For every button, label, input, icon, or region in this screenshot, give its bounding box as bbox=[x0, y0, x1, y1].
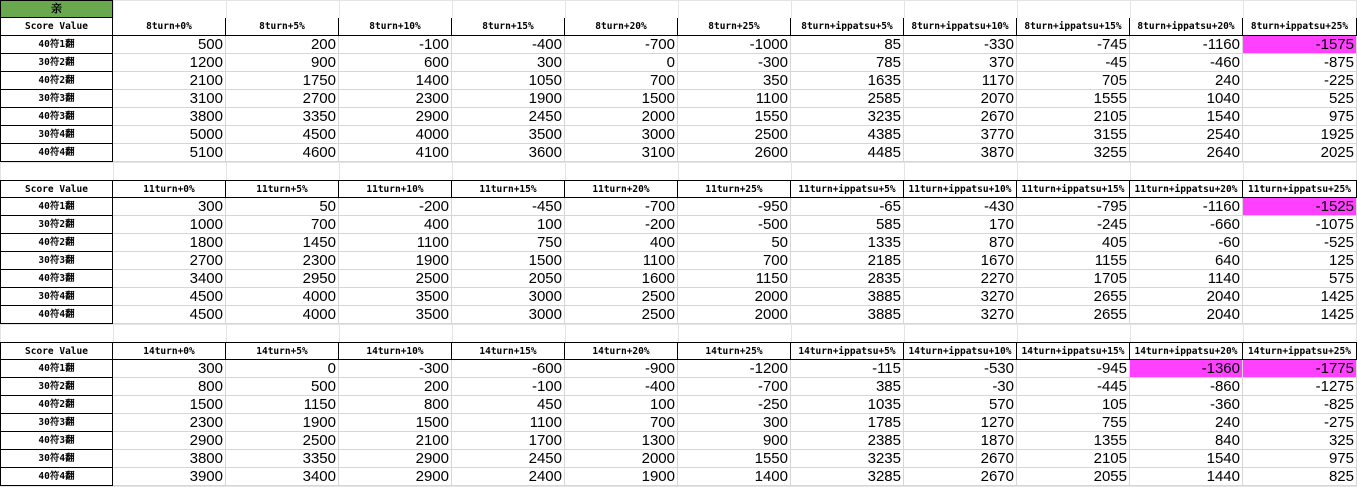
value-cell[interactable]: 1900 bbox=[226, 414, 339, 432]
column-header[interactable]: 8turn+15% bbox=[452, 18, 565, 36]
value-cell[interactable]: 1140 bbox=[1130, 270, 1243, 288]
value-cell[interactable]: -430 bbox=[904, 198, 1017, 216]
value-cell[interactable]: 450 bbox=[452, 396, 565, 414]
value-cell[interactable]: 200 bbox=[339, 378, 452, 396]
value-cell[interactable]: 300 bbox=[452, 54, 565, 72]
value-cell[interactable]: 100 bbox=[452, 216, 565, 234]
value-cell[interactable]: 4500 bbox=[226, 126, 339, 144]
value-cell[interactable]: 50 bbox=[678, 234, 791, 252]
value-cell[interactable]: 2055 bbox=[1017, 468, 1130, 486]
row-label[interactable]: 30符2翻 bbox=[0, 216, 113, 234]
value-cell[interactable]: 2450 bbox=[452, 108, 565, 126]
value-cell[interactable]: 1670 bbox=[904, 252, 1017, 270]
value-cell[interactable]: -700 bbox=[678, 378, 791, 396]
row-label[interactable]: 30符3翻 bbox=[0, 414, 113, 432]
value-cell[interactable]: 1425 bbox=[1243, 306, 1357, 324]
value-cell[interactable]: 1440 bbox=[1130, 468, 1243, 486]
value-cell[interactable]: 325 bbox=[1243, 432, 1357, 450]
value-cell[interactable]: 385 bbox=[791, 378, 904, 396]
column-header[interactable]: 14turn+0% bbox=[113, 342, 226, 360]
value-cell[interactable]: 640 bbox=[1130, 252, 1243, 270]
value-cell[interactable]: 405 bbox=[1017, 234, 1130, 252]
value-cell[interactable]: -45 bbox=[1017, 54, 1130, 72]
value-cell[interactable]: 3770 bbox=[904, 126, 1017, 144]
value-cell[interactable]: 2900 bbox=[339, 468, 452, 486]
column-header[interactable]: 11turn+ippatsu+5% bbox=[791, 180, 904, 198]
value-cell[interactable]: 1785 bbox=[791, 414, 904, 432]
value-cell[interactable]: -530 bbox=[904, 360, 1017, 378]
value-cell[interactable]: 3000 bbox=[452, 288, 565, 306]
column-header[interactable]: 8turn+ippatsu+5% bbox=[791, 18, 904, 36]
column-header[interactable]: 11turn+ippatsu+25% bbox=[1243, 180, 1357, 198]
value-cell[interactable]: -700 bbox=[565, 36, 678, 54]
value-cell[interactable]: -200 bbox=[339, 198, 452, 216]
value-cell[interactable]: 755 bbox=[1017, 414, 1130, 432]
row-label[interactable]: 40符4翻 bbox=[0, 306, 113, 324]
value-cell[interactable]: 1900 bbox=[452, 90, 565, 108]
value-cell[interactable]: 4000 bbox=[226, 306, 339, 324]
value-cell[interactable]: -860 bbox=[1130, 378, 1243, 396]
value-cell[interactable]: 3885 bbox=[791, 288, 904, 306]
value-cell[interactable]: 3500 bbox=[339, 306, 452, 324]
value-cell[interactable]: 1555 bbox=[1017, 90, 1130, 108]
value-cell[interactable]: -500 bbox=[678, 216, 791, 234]
value-cell[interactable]: 2300 bbox=[113, 414, 226, 432]
corner-header[interactable]: Score Value bbox=[0, 180, 113, 198]
row-label[interactable]: 40符4翻 bbox=[0, 144, 113, 162]
column-header[interactable]: 8turn+ippatsu+20% bbox=[1130, 18, 1243, 36]
value-cell[interactable]: 400 bbox=[339, 216, 452, 234]
column-header[interactable]: 14turn+20% bbox=[565, 342, 678, 360]
value-cell[interactable]: 200 bbox=[226, 36, 339, 54]
column-header[interactable]: 11turn+0% bbox=[113, 180, 226, 198]
value-cell[interactable]: 2500 bbox=[226, 432, 339, 450]
value-cell[interactable]: 0 bbox=[226, 360, 339, 378]
value-cell[interactable]: 1550 bbox=[678, 108, 791, 126]
row-label[interactable]: 30符4翻 bbox=[0, 126, 113, 144]
value-cell[interactable]: 2000 bbox=[678, 288, 791, 306]
column-header[interactable]: 11turn+25% bbox=[678, 180, 791, 198]
value-cell[interactable]: 1550 bbox=[678, 450, 791, 468]
value-cell[interactable]: 400 bbox=[565, 234, 678, 252]
value-cell[interactable]: 840 bbox=[1130, 432, 1243, 450]
row-label[interactable]: 30符4翻 bbox=[0, 288, 113, 306]
score-table-3 bbox=[0, 342, 1357, 486]
value-cell[interactable]: 4600 bbox=[226, 144, 339, 162]
column-header[interactable]: 11turn+10% bbox=[339, 180, 452, 198]
row-label[interactable]: 40符1翻 bbox=[0, 360, 113, 378]
value-cell[interactable]: -65 bbox=[791, 198, 904, 216]
value-cell[interactable]: 4000 bbox=[226, 288, 339, 306]
row-label[interactable]: 40符3翻 bbox=[0, 270, 113, 288]
row-label[interactable]: 40符1翻 bbox=[0, 198, 113, 216]
value-cell[interactable]: 1870 bbox=[904, 432, 1017, 450]
value-cell[interactable]: 3235 bbox=[791, 108, 904, 126]
value-cell[interactable]: 1500 bbox=[565, 90, 678, 108]
value-cell[interactable]: 2300 bbox=[226, 252, 339, 270]
value-cell[interactable]: 3400 bbox=[226, 468, 339, 486]
value-cell[interactable]: 1900 bbox=[565, 468, 678, 486]
value-cell[interactable]: 750 bbox=[452, 234, 565, 252]
value-cell[interactable]: 3500 bbox=[452, 126, 565, 144]
value-cell[interactable]: -1775 bbox=[1243, 360, 1357, 378]
value-cell[interactable]: 785 bbox=[791, 54, 904, 72]
value-cell[interactable]: 2700 bbox=[226, 90, 339, 108]
value-cell[interactable]: 1170 bbox=[904, 72, 1017, 90]
value-cell[interactable]: -525 bbox=[1243, 234, 1357, 252]
column-header[interactable]: 14turn+ippatsu+25% bbox=[1243, 342, 1357, 360]
value-cell[interactable]: 4500 bbox=[113, 306, 226, 324]
value-cell[interactable]: -300 bbox=[339, 360, 452, 378]
row-label[interactable]: 40符3翻 bbox=[0, 108, 113, 126]
column-header[interactable]: 8turn+20% bbox=[565, 18, 678, 36]
value-cell[interactable]: -225 bbox=[1243, 72, 1357, 90]
value-cell[interactable]: 1400 bbox=[678, 468, 791, 486]
value-cell[interactable]: -1160 bbox=[1130, 198, 1243, 216]
value-cell[interactable]: 825 bbox=[1243, 468, 1357, 486]
value-cell[interactable]: 500 bbox=[113, 36, 226, 54]
value-cell[interactable]: 975 bbox=[1243, 108, 1357, 126]
value-cell[interactable]: 2500 bbox=[565, 288, 678, 306]
value-cell[interactable]: 1540 bbox=[1130, 108, 1243, 126]
value-cell[interactable]: 2900 bbox=[339, 108, 452, 126]
value-cell[interactable]: 2900 bbox=[113, 432, 226, 450]
value-cell[interactable]: 575 bbox=[1243, 270, 1357, 288]
value-cell[interactable]: -1360 bbox=[1130, 360, 1243, 378]
value-cell[interactable]: 1425 bbox=[1243, 288, 1357, 306]
value-cell[interactable]: 3100 bbox=[565, 144, 678, 162]
value-cell[interactable]: 1150 bbox=[678, 270, 791, 288]
value-cell[interactable]: 705 bbox=[1017, 72, 1130, 90]
value-cell[interactable]: 2025 bbox=[1243, 144, 1357, 162]
value-cell[interactable]: 700 bbox=[226, 216, 339, 234]
value-cell[interactable]: 1705 bbox=[1017, 270, 1130, 288]
value-cell[interactable]: -950 bbox=[678, 198, 791, 216]
value-cell[interactable]: 50 bbox=[226, 198, 339, 216]
value-cell[interactable]: 2070 bbox=[904, 90, 1017, 108]
column-header[interactable]: 11turn+5% bbox=[226, 180, 339, 198]
value-cell[interactable]: 2000 bbox=[565, 450, 678, 468]
value-cell[interactable]: 1200 bbox=[113, 54, 226, 72]
value-cell[interactable]: 2670 bbox=[904, 450, 1017, 468]
row-label[interactable]: 30符2翻 bbox=[0, 378, 113, 396]
column-header[interactable]: 8turn+5% bbox=[226, 18, 339, 36]
value-cell[interactable]: 300 bbox=[113, 198, 226, 216]
value-cell[interactable]: 2640 bbox=[1130, 144, 1243, 162]
value-cell[interactable]: 2500 bbox=[678, 126, 791, 144]
value-cell[interactable]: -60 bbox=[1130, 234, 1243, 252]
column-header[interactable]: 14turn+ippatsu+5% bbox=[791, 342, 904, 360]
column-header[interactable]: 8turn+10% bbox=[339, 18, 452, 36]
value-cell[interactable]: 170 bbox=[904, 216, 1017, 234]
value-cell[interactable]: 1600 bbox=[565, 270, 678, 288]
value-cell[interactable]: 1050 bbox=[452, 72, 565, 90]
value-cell[interactable]: 2700 bbox=[113, 252, 226, 270]
value-cell[interactable]: 4385 bbox=[791, 126, 904, 144]
value-cell[interactable]: -445 bbox=[1017, 378, 1130, 396]
column-header[interactable]: 8turn+ippatsu+10% bbox=[904, 18, 1017, 36]
value-cell[interactable]: 370 bbox=[904, 54, 1017, 72]
value-cell[interactable]: 4000 bbox=[339, 126, 452, 144]
value-cell[interactable]: 1100 bbox=[452, 414, 565, 432]
value-cell[interactable]: 2105 bbox=[1017, 450, 1130, 468]
column-header[interactable]: 11turn+ippatsu+15% bbox=[1017, 180, 1130, 198]
value-cell[interactable]: 585 bbox=[791, 216, 904, 234]
value-cell[interactable]: -30 bbox=[904, 378, 1017, 396]
value-cell[interactable]: 3255 bbox=[1017, 144, 1130, 162]
value-cell[interactable]: 800 bbox=[113, 378, 226, 396]
corner-header[interactable]: Score Value bbox=[0, 342, 113, 360]
value-cell[interactable]: 2500 bbox=[339, 270, 452, 288]
value-cell[interactable]: 500 bbox=[226, 378, 339, 396]
value-cell[interactable]: 1925 bbox=[1243, 126, 1357, 144]
value-cell[interactable]: -245 bbox=[1017, 216, 1130, 234]
row-label[interactable]: 40符4翻 bbox=[0, 468, 113, 486]
value-cell[interactable]: 1035 bbox=[791, 396, 904, 414]
row-label[interactable]: 40符2翻 bbox=[0, 72, 113, 90]
value-cell[interactable]: 2450 bbox=[452, 450, 565, 468]
value-cell[interactable]: 125 bbox=[1243, 252, 1357, 270]
value-cell[interactable]: 700 bbox=[565, 414, 678, 432]
value-cell[interactable]: 105 bbox=[1017, 396, 1130, 414]
value-cell[interactable]: 1540 bbox=[1130, 450, 1243, 468]
value-cell[interactable]: 2900 bbox=[339, 450, 452, 468]
value-cell[interactable]: 3285 bbox=[791, 468, 904, 486]
row-label[interactable]: 30符2翻 bbox=[0, 54, 113, 72]
value-cell[interactable]: 2600 bbox=[678, 144, 791, 162]
value-cell[interactable]: 4500 bbox=[113, 288, 226, 306]
value-cell[interactable]: 2185 bbox=[791, 252, 904, 270]
value-cell[interactable]: 3800 bbox=[113, 108, 226, 126]
value-cell[interactable]: -1275 bbox=[1243, 378, 1357, 396]
value-cell[interactable]: 3800 bbox=[113, 450, 226, 468]
value-cell[interactable]: -360 bbox=[1130, 396, 1243, 414]
value-cell[interactable]: 2500 bbox=[565, 306, 678, 324]
value-cell[interactable]: 2100 bbox=[113, 72, 226, 90]
column-header[interactable]: 11turn+15% bbox=[452, 180, 565, 198]
value-cell[interactable]: -400 bbox=[565, 378, 678, 396]
value-cell[interactable]: 2670 bbox=[904, 468, 1017, 486]
column-header[interactable]: 14turn+ippatsu+20% bbox=[1130, 342, 1243, 360]
value-cell[interactable]: 2100 bbox=[339, 432, 452, 450]
value-cell[interactable]: 2655 bbox=[1017, 288, 1130, 306]
value-cell[interactable]: -460 bbox=[1130, 54, 1243, 72]
value-cell[interactable]: 3885 bbox=[791, 306, 904, 324]
value-cell[interactable]: -100 bbox=[452, 378, 565, 396]
value-cell[interactable]: 85 bbox=[791, 36, 904, 54]
corner-header[interactable]: Score Value bbox=[0, 18, 113, 36]
value-cell[interactable]: 1355 bbox=[1017, 432, 1130, 450]
value-cell[interactable]: 2270 bbox=[904, 270, 1017, 288]
value-cell[interactable]: 1155 bbox=[1017, 252, 1130, 270]
value-cell[interactable]: 3870 bbox=[904, 144, 1017, 162]
value-cell[interactable]: 3500 bbox=[339, 288, 452, 306]
value-cell[interactable]: 1400 bbox=[339, 72, 452, 90]
row-label[interactable]: 40符2翻 bbox=[0, 396, 113, 414]
value-cell[interactable]: 3350 bbox=[226, 108, 339, 126]
value-cell[interactable]: 2655 bbox=[1017, 306, 1130, 324]
value-cell[interactable]: 3000 bbox=[452, 306, 565, 324]
value-cell[interactable]: 1500 bbox=[452, 252, 565, 270]
value-cell[interactable]: -795 bbox=[1017, 198, 1130, 216]
value-cell[interactable]: 2300 bbox=[339, 90, 452, 108]
row-label[interactable]: 40符1翻 bbox=[0, 36, 113, 54]
value-cell[interactable]: 1040 bbox=[1130, 90, 1243, 108]
column-header[interactable]: 14turn+10% bbox=[339, 342, 452, 360]
value-cell[interactable]: -100 bbox=[339, 36, 452, 54]
score-table-1 bbox=[0, 18, 1357, 162]
value-cell[interactable]: 1100 bbox=[565, 252, 678, 270]
value-cell[interactable]: 700 bbox=[678, 252, 791, 270]
row-label[interactable]: 30符3翻 bbox=[0, 90, 113, 108]
value-cell[interactable]: 3100 bbox=[113, 90, 226, 108]
column-header[interactable]: 8turn+25% bbox=[678, 18, 791, 36]
value-cell[interactable]: 240 bbox=[1130, 414, 1243, 432]
value-cell[interactable]: 525 bbox=[1243, 90, 1357, 108]
value-cell[interactable]: 700 bbox=[565, 72, 678, 90]
value-cell[interactable]: 2670 bbox=[904, 108, 1017, 126]
value-cell[interactable]: 0 bbox=[565, 54, 678, 72]
value-cell[interactable]: 2040 bbox=[1130, 288, 1243, 306]
value-cell[interactable]: -1000 bbox=[678, 36, 791, 54]
value-cell[interactable]: 3900 bbox=[113, 468, 226, 486]
value-cell[interactable]: 1500 bbox=[113, 396, 226, 414]
value-cell[interactable]: 1800 bbox=[113, 234, 226, 252]
value-cell[interactable]: 3235 bbox=[791, 450, 904, 468]
value-cell[interactable]: 2385 bbox=[791, 432, 904, 450]
value-cell[interactable]: -1200 bbox=[678, 360, 791, 378]
value-cell[interactable]: 240 bbox=[1130, 72, 1243, 90]
value-cell[interactable]: 3350 bbox=[226, 450, 339, 468]
column-header[interactable]: 14turn+ippatsu+10% bbox=[904, 342, 1017, 360]
score-table-2 bbox=[0, 180, 1357, 324]
value-cell[interactable]: -1160 bbox=[1130, 36, 1243, 54]
value-cell[interactable]: -660 bbox=[1130, 216, 1243, 234]
value-cell[interactable]: -450 bbox=[452, 198, 565, 216]
value-cell[interactable]: 4485 bbox=[791, 144, 904, 162]
value-cell[interactable]: -900 bbox=[565, 360, 678, 378]
value-cell[interactable]: 2105 bbox=[1017, 108, 1130, 126]
row-label[interactable]: 30符3翻 bbox=[0, 252, 113, 270]
column-header[interactable]: 11turn+ippatsu+10% bbox=[904, 180, 1017, 198]
value-cell[interactable]: 870 bbox=[904, 234, 1017, 252]
column-header[interactable]: 14turn+25% bbox=[678, 342, 791, 360]
value-cell[interactable]: 300 bbox=[678, 414, 791, 432]
value-cell[interactable]: 900 bbox=[678, 432, 791, 450]
column-header[interactable]: 14turn+ippatsu+15% bbox=[1017, 342, 1130, 360]
value-cell[interactable]: 3270 bbox=[904, 288, 1017, 306]
value-cell[interactable]: -600 bbox=[452, 360, 565, 378]
value-cell[interactable]: 5000 bbox=[113, 126, 226, 144]
value-cell[interactable]: 1450 bbox=[226, 234, 339, 252]
value-cell[interactable]: 600 bbox=[339, 54, 452, 72]
value-cell[interactable]: 1300 bbox=[565, 432, 678, 450]
sheet-tag-cell[interactable]: 亲 bbox=[0, 0, 113, 18]
value-cell[interactable]: 1335 bbox=[791, 234, 904, 252]
column-header[interactable]: 14turn+5% bbox=[226, 342, 339, 360]
column-header[interactable]: 8turn+ippatsu+25% bbox=[1243, 18, 1357, 36]
value-cell[interactable]: 1500 bbox=[339, 414, 452, 432]
value-cell[interactable]: 975 bbox=[1243, 450, 1357, 468]
value-cell[interactable]: -825 bbox=[1243, 396, 1357, 414]
value-cell[interactable]: 2950 bbox=[226, 270, 339, 288]
value-cell[interactable]: 5100 bbox=[113, 144, 226, 162]
value-cell[interactable]: 900 bbox=[226, 54, 339, 72]
value-cell[interactable]: 1700 bbox=[452, 432, 565, 450]
value-cell[interactable]: -745 bbox=[1017, 36, 1130, 54]
value-cell[interactable]: 570 bbox=[904, 396, 1017, 414]
value-cell[interactable]: 300 bbox=[113, 360, 226, 378]
value-cell[interactable]: 3600 bbox=[452, 144, 565, 162]
column-header[interactable]: 8turn+ippatsu+15% bbox=[1017, 18, 1130, 36]
value-cell[interactable]: 100 bbox=[565, 396, 678, 414]
value-cell[interactable]: 1750 bbox=[226, 72, 339, 90]
value-cell[interactable]: 4100 bbox=[339, 144, 452, 162]
value-cell[interactable]: 3270 bbox=[904, 306, 1017, 324]
row-label[interactable]: 40符3翻 bbox=[0, 432, 113, 450]
value-cell[interactable]: 2400 bbox=[452, 468, 565, 486]
value-cell[interactable]: 800 bbox=[339, 396, 452, 414]
value-cell[interactable]: 2000 bbox=[678, 306, 791, 324]
value-cell[interactable]: 3400 bbox=[113, 270, 226, 288]
value-cell[interactable]: 2585 bbox=[791, 90, 904, 108]
value-cell[interactable]: 3000 bbox=[565, 126, 678, 144]
value-cell[interactable]: 1900 bbox=[339, 252, 452, 270]
value-cell[interactable]: 350 bbox=[678, 72, 791, 90]
column-header[interactable]: 14turn+15% bbox=[452, 342, 565, 360]
value-cell[interactable]: 3155 bbox=[1017, 126, 1130, 144]
value-cell[interactable]: 1270 bbox=[904, 414, 1017, 432]
column-header[interactable]: 11turn+20% bbox=[565, 180, 678, 198]
value-cell[interactable]: 2540 bbox=[1130, 126, 1243, 144]
column-header[interactable]: 8turn+0% bbox=[113, 18, 226, 36]
value-cell[interactable]: -300 bbox=[678, 54, 791, 72]
row-label[interactable]: 30符4翻 bbox=[0, 450, 113, 468]
value-cell[interactable]: 1000 bbox=[113, 216, 226, 234]
value-cell[interactable]: 1100 bbox=[678, 90, 791, 108]
value-cell[interactable]: -400 bbox=[452, 36, 565, 54]
value-cell[interactable]: -330 bbox=[904, 36, 1017, 54]
value-cell[interactable]: 2040 bbox=[1130, 306, 1243, 324]
value-cell[interactable]: 1635 bbox=[791, 72, 904, 90]
value-cell[interactable]: 2000 bbox=[565, 108, 678, 126]
column-header[interactable]: 11turn+ippatsu+20% bbox=[1130, 180, 1243, 198]
value-cell[interactable]: -250 bbox=[678, 396, 791, 414]
value-cell[interactable]: 2835 bbox=[791, 270, 904, 288]
value-cell[interactable]: -1525 bbox=[1243, 198, 1357, 216]
value-cell[interactable]: -275 bbox=[1243, 414, 1357, 432]
value-cell[interactable]: -945 bbox=[1017, 360, 1130, 378]
value-cell[interactable]: 1100 bbox=[339, 234, 452, 252]
value-cell[interactable]: -115 bbox=[791, 360, 904, 378]
value-cell[interactable]: 1150 bbox=[226, 396, 339, 414]
value-cell[interactable]: -200 bbox=[565, 216, 678, 234]
value-cell[interactable]: -700 bbox=[565, 198, 678, 216]
value-cell[interactable]: -1575 bbox=[1243, 36, 1357, 54]
value-cell[interactable]: 2050 bbox=[452, 270, 565, 288]
value-cell[interactable]: -875 bbox=[1243, 54, 1357, 72]
value-cell[interactable]: -1075 bbox=[1243, 216, 1357, 234]
row-label[interactable]: 40符2翻 bbox=[0, 234, 113, 252]
